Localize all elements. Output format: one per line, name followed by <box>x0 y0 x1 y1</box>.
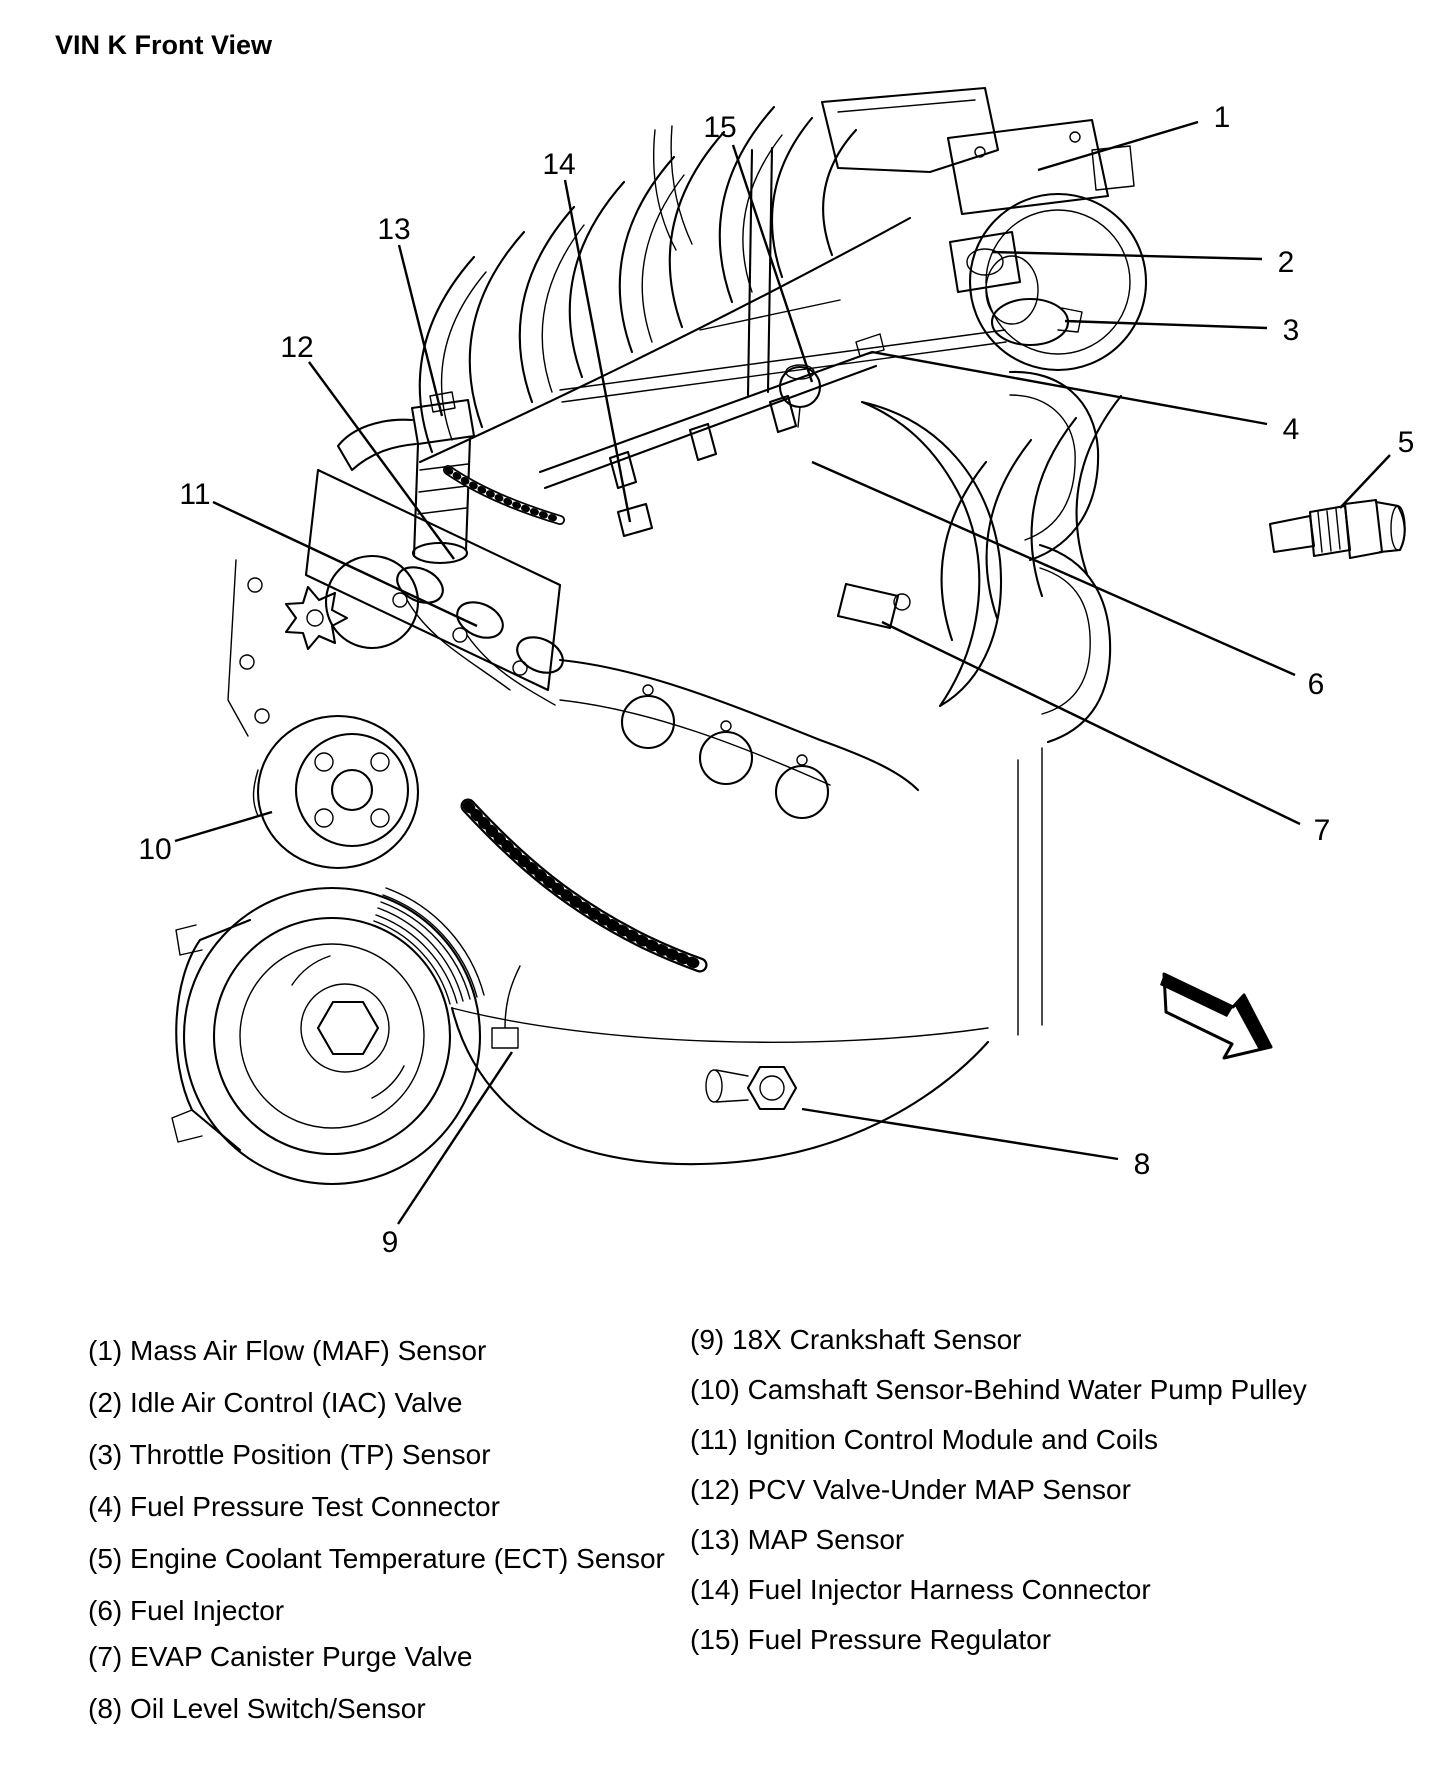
crankshaft-sensor-connector <box>492 966 520 1048</box>
legend-label: Oil Level Switch/Sensor <box>130 1693 426 1724</box>
cam-gear-star <box>286 587 347 649</box>
leader-5 <box>1340 455 1390 508</box>
callout-9: 9 <box>381 1226 399 1259</box>
legend-num: (2) <box>88 1387 123 1418</box>
legend-item-15 <box>690 1625 1307 1675</box>
legend-item-7 <box>88 1642 665 1694</box>
callout-10: 10 <box>138 833 172 866</box>
leader-4 <box>872 352 1267 424</box>
engine-art <box>172 88 1405 1184</box>
legend-label: Ignition Control Module and Coils <box>745 1424 1158 1455</box>
leader-1 <box>1038 122 1198 170</box>
legend-num: (11) <box>690 1424 738 1455</box>
wiring-looms <box>448 470 700 965</box>
callout-7: 7 <box>1313 814 1331 847</box>
throttle-body <box>948 120 1146 560</box>
leader-9 <box>398 1052 512 1224</box>
callout-3: 3 <box>1282 314 1300 347</box>
callout-1: 1 <box>1213 101 1231 134</box>
leader-3 <box>1065 321 1267 328</box>
callout-13: 13 <box>377 213 411 246</box>
leader-6 <box>812 462 1295 675</box>
leader-12 <box>309 362 454 559</box>
legend-num: (4) <box>88 1491 123 1522</box>
callout-leader-lines <box>175 122 1390 1224</box>
page-title: VIN K Front View <box>55 30 273 60</box>
legend-label: MAP Sensor <box>747 1524 905 1555</box>
crank-bolt-hex <box>318 1002 378 1054</box>
leader-8 <box>802 1109 1118 1159</box>
legend-item-5 <box>88 1544 665 1596</box>
legend-right-column <box>690 1325 1307 1675</box>
callout-2: 2 <box>1277 246 1295 279</box>
legend-item-9 <box>690 1325 1307 1375</box>
legend-item-12 <box>690 1475 1307 1525</box>
legend-label: Mass Air Flow (MAF) Sensor <box>130 1335 487 1366</box>
leader-7 <box>882 622 1300 824</box>
evap-purge-valve <box>838 584 898 628</box>
legend-num: (9) <box>690 1324 725 1355</box>
fuel-rail-assembly <box>540 330 1006 536</box>
legend-label: PCV Valve-Under MAP Sensor <box>747 1474 1131 1505</box>
legend-item-11 <box>690 1425 1307 1475</box>
legend-label: Engine Coolant Temperature (ECT) Sensor <box>130 1543 665 1574</box>
callout-15: 15 <box>703 111 737 144</box>
callout-12: 12 <box>280 331 314 364</box>
legend-item-6 <box>88 1596 665 1642</box>
injector-harness-connector <box>618 504 652 536</box>
callout-6: 6 <box>1307 668 1325 701</box>
legend-num: (7) <box>88 1641 123 1672</box>
legend-num: (6) <box>88 1595 123 1626</box>
legend-num: (3) <box>88 1439 123 1470</box>
legend-item-10 <box>690 1375 1307 1425</box>
legend-item-4 <box>88 1492 665 1544</box>
legend-num: (5) <box>88 1543 123 1574</box>
leader-2 <box>992 252 1262 259</box>
legend-label: Camshaft Sensor-Behind Water Pump Pulley <box>747 1374 1307 1405</box>
callout-14: 14 <box>542 148 576 181</box>
legend-num: (15) <box>690 1624 740 1655</box>
fuel-injector <box>770 396 796 432</box>
legend-item-8 <box>88 1694 665 1746</box>
legend-label: Fuel Pressure Test Connector <box>130 1491 500 1522</box>
legend-item-13 <box>690 1525 1307 1575</box>
ect-sensor <box>1270 500 1405 558</box>
water-pump-pulley <box>254 716 419 868</box>
legend-item-2 <box>88 1388 665 1440</box>
iac-valve <box>950 232 1020 292</box>
leader-10 <box>175 812 272 841</box>
legend-label: 18X Crankshaft Sensor <box>732 1324 1022 1355</box>
legend-label: Throttle Position (TP) Sensor <box>129 1439 491 1470</box>
ac-compressor-pulley <box>172 888 520 1184</box>
legend-num: (14) <box>690 1574 740 1605</box>
legend-left-column <box>88 1336 665 1746</box>
legend-item-14 <box>690 1575 1307 1625</box>
legend-num: (10) <box>690 1374 740 1405</box>
oil-level-switch <box>748 1067 796 1109</box>
callout-11: 11 <box>179 478 211 511</box>
legend-item-1 <box>88 1336 665 1388</box>
callout-4: 4 <box>1282 413 1300 446</box>
legend-num: (8) <box>88 1693 123 1724</box>
direction-arrow-icon <box>1160 974 1271 1058</box>
legend-label: EVAP Canister Purge Valve <box>130 1641 473 1672</box>
legend-label: Fuel Pressure Regulator <box>747 1624 1052 1655</box>
legend-label: Fuel Injector Harness Connector <box>747 1574 1151 1605</box>
legend-num: (1) <box>88 1335 123 1366</box>
callout-5: 5 <box>1397 426 1415 459</box>
legend-item-3 <box>88 1440 665 1492</box>
legend-label: Fuel Injector <box>130 1595 285 1626</box>
oil-pan <box>452 1008 988 1164</box>
legend-num: (12) <box>690 1474 740 1505</box>
callout-8: 8 <box>1133 1148 1151 1181</box>
legend-num: (13) <box>690 1524 740 1555</box>
legend-label: Idle Air Control (IAC) Valve <box>130 1387 463 1418</box>
